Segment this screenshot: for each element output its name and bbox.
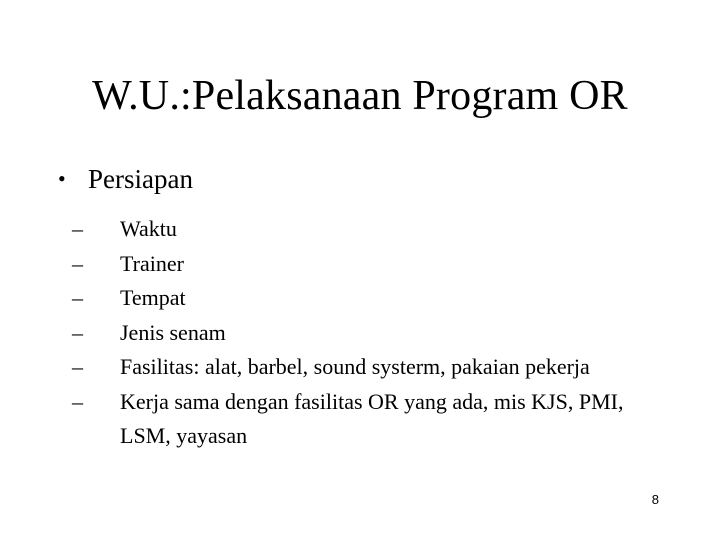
sub-bullet-text: Jenis senam (120, 319, 226, 345)
bullet-item-persiapan (58, 160, 678, 198)
bullet-text: Persiapan (88, 164, 193, 194)
sub-bullet-text: Kerja sama dengan fasilitas OR yang ada, mis KJS, PMI, LSM, yayasan (120, 388, 624, 448)
slide-body (58, 160, 678, 454)
sub-bullet-item (58, 247, 678, 282)
sub-bullet-text: Waktu (120, 216, 177, 241)
dash-icon: – (72, 250, 83, 276)
slide-title: W.U.:Pelaksanaan Program OR (92, 73, 628, 119)
sub-bullet-item (58, 316, 678, 351)
sub-bullet-text: Tempat (120, 285, 186, 310)
dash-icon: – (72, 388, 83, 414)
sub-bullet-item (58, 281, 678, 316)
dash-icon: – (72, 354, 83, 379)
bullet-icon: • (58, 166, 66, 191)
page-number: 8 (651, 492, 659, 507)
dash-icon: – (72, 319, 83, 345)
dash-icon: – (72, 285, 83, 310)
sub-bullet-item (58, 350, 678, 385)
sub-bullet-text: Fasilitas: alat, barbel, sound systerm, pakaian pekerja (120, 354, 590, 379)
sub-bullet-item (58, 212, 678, 247)
sub-bullet-list (58, 212, 678, 454)
sub-bullet-item (58, 385, 678, 454)
sub-bullet-text: Trainer (120, 250, 184, 276)
dash-icon: – (72, 216, 83, 241)
